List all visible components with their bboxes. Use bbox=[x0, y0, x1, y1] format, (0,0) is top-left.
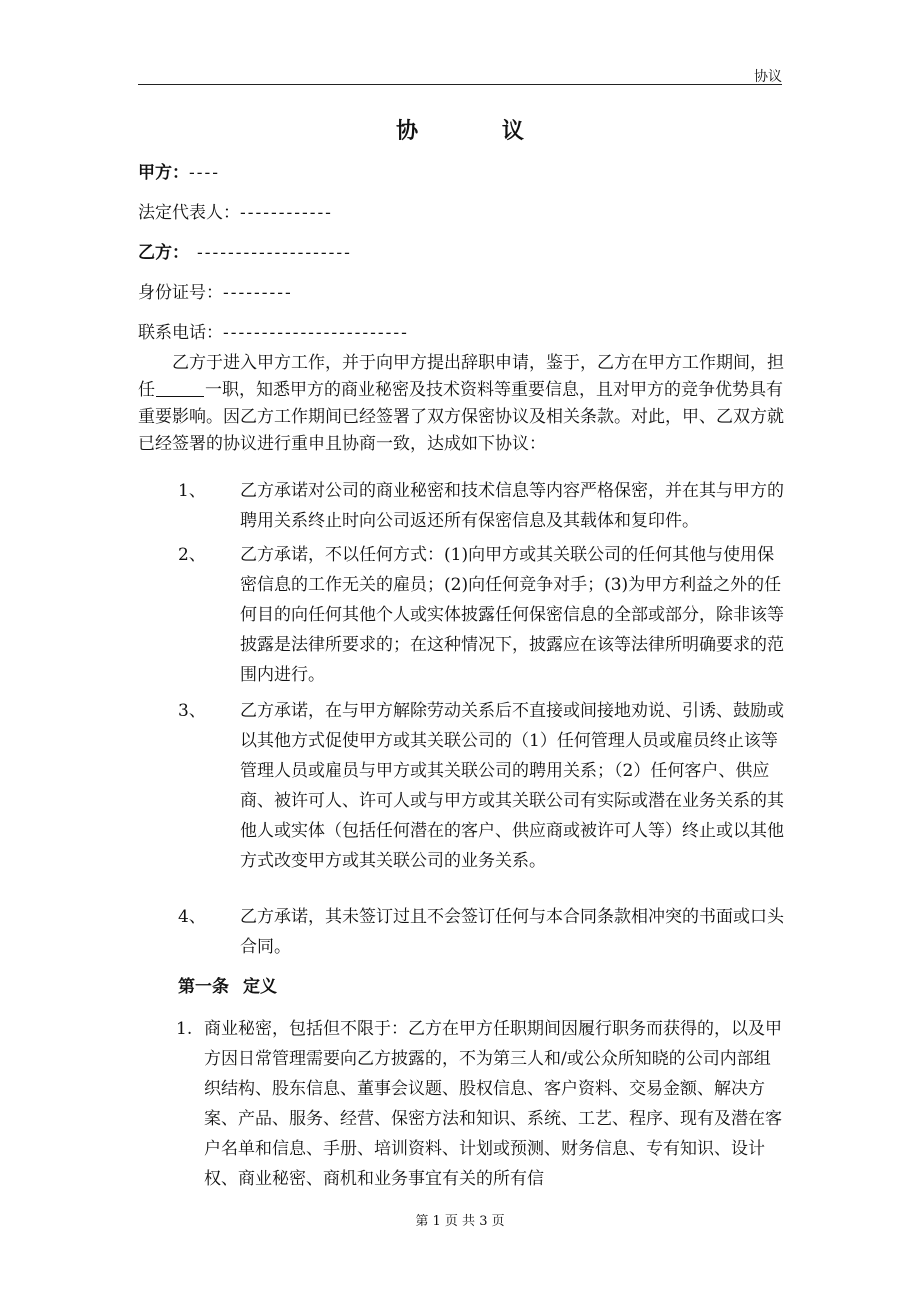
phone-value: ------------------------ bbox=[223, 323, 409, 343]
item-1-number: 1、 bbox=[178, 481, 206, 501]
intro-text-2: 一职，知悉甲方的商业秘密及技术资料等重要信息，且对甲方的竞争优势具有重要影响。因乙方工作期间已经签署了双方保密协议及相关条款。对此，甲、乙双方就已经签署的协议进行重申且协商一致，达成如下协议： bbox=[138, 380, 784, 454]
phone-label: 联系电话： bbox=[138, 323, 223, 343]
article-number: 第一条 bbox=[178, 977, 229, 997]
party-b-label: 乙方： bbox=[138, 243, 189, 263]
definition-text: 商业秘密，包括但不限于：乙方在甲方任职期间因履行职务而获得的，以及甲方因日常管理需要向乙方披露的，不为第三人和/或公众所知晓的公司内部组织结构、股东信息、董事会议题、股权信息、客户资料、交易金额、解决方案、产品、服务、经营、保密方法和知识、系统、工艺、程序、现有及潜在客户名单和信息、手册、培训资料、计划或预测、财务信息、专有知识、设计权、商业秘密、商机和业务事宜有关的所有信 bbox=[204, 1019, 782, 1189]
item-3-number: 3、 bbox=[178, 701, 206, 721]
id-number-label: 身份证号： bbox=[138, 283, 223, 303]
intro-paragraph bbox=[138, 350, 786, 458]
party-b-line bbox=[138, 238, 352, 263]
party-a-label: 甲方： bbox=[138, 163, 189, 183]
item-4-number: 4、 bbox=[178, 907, 206, 927]
legal-rep-value: ------------ bbox=[240, 203, 333, 223]
legal-rep-label: 法定代表人： bbox=[138, 203, 240, 223]
id-number-line bbox=[138, 278, 293, 303]
intro-text-1: 乙方于进入甲方工作，并于向甲方提出辞职申请，鉴于，乙方在甲方工作期间，担任 bbox=[138, 353, 784, 400]
definition-number: 1. bbox=[176, 1019, 193, 1039]
article-name: 定义 bbox=[243, 977, 277, 997]
item-3-text: 乙方承诺，在与甲方解除劳动关系后不直接或间接地劝说、引诱、鼓励或以其他方式促使甲方或其关联公司的（1）任何管理人员或雇员终止该等管理人员或雇员与甲方或其关联公司的聘用关系；（2）任何客户、供应商、被许可人、许可人或与甲方或其关联公司有实际或潜在业务关系的其他人或实体（包括任何潜在的客户、供应商或被许可人等）终止或以其他方式改变甲方或其关联公司的业务关系。 bbox=[240, 701, 784, 871]
article-heading bbox=[178, 972, 291, 997]
legal-rep-line bbox=[138, 198, 333, 223]
running-header: 协议 bbox=[754, 69, 782, 85]
document-title: 协 议 bbox=[396, 118, 562, 144]
phone-line bbox=[138, 318, 409, 343]
item-2-number: 2、 bbox=[178, 545, 206, 565]
page-footer: 第 1 页 共 3 页 bbox=[415, 1214, 505, 1229]
header-rule bbox=[138, 84, 782, 85]
id-number-value: --------- bbox=[223, 283, 293, 303]
position-blank bbox=[156, 380, 204, 397]
item-2-text: 乙方承诺，不以任何方式：(1)向甲方或其关联公司的任何其他与使用保密信息的工作无关的雇员；(2)向任何竞争对手；(3)为甲方利益之外的任何目的向任何其他个人或实体披露任何保密信息的全部或部分，除非该等披露是法律所要求的；在这种情况下，披露应在该等法律所明确要求的范围内进行。 bbox=[240, 545, 784, 685]
party-a-value: ---- bbox=[189, 163, 220, 183]
item-1-text: 乙方承诺对公司的商业秘密和技术信息等内容严格保密，并在其与甲方的聘用关系终止时向公司返还所有保密信息及其载体和复印件。 bbox=[240, 481, 784, 531]
party-a-line bbox=[138, 158, 220, 183]
party-b-value: -------------------- bbox=[197, 243, 352, 263]
item-4-text: 乙方承诺，其未签订过且不会签订任何与本合同条款相冲突的书面或口头合同。 bbox=[240, 907, 784, 957]
